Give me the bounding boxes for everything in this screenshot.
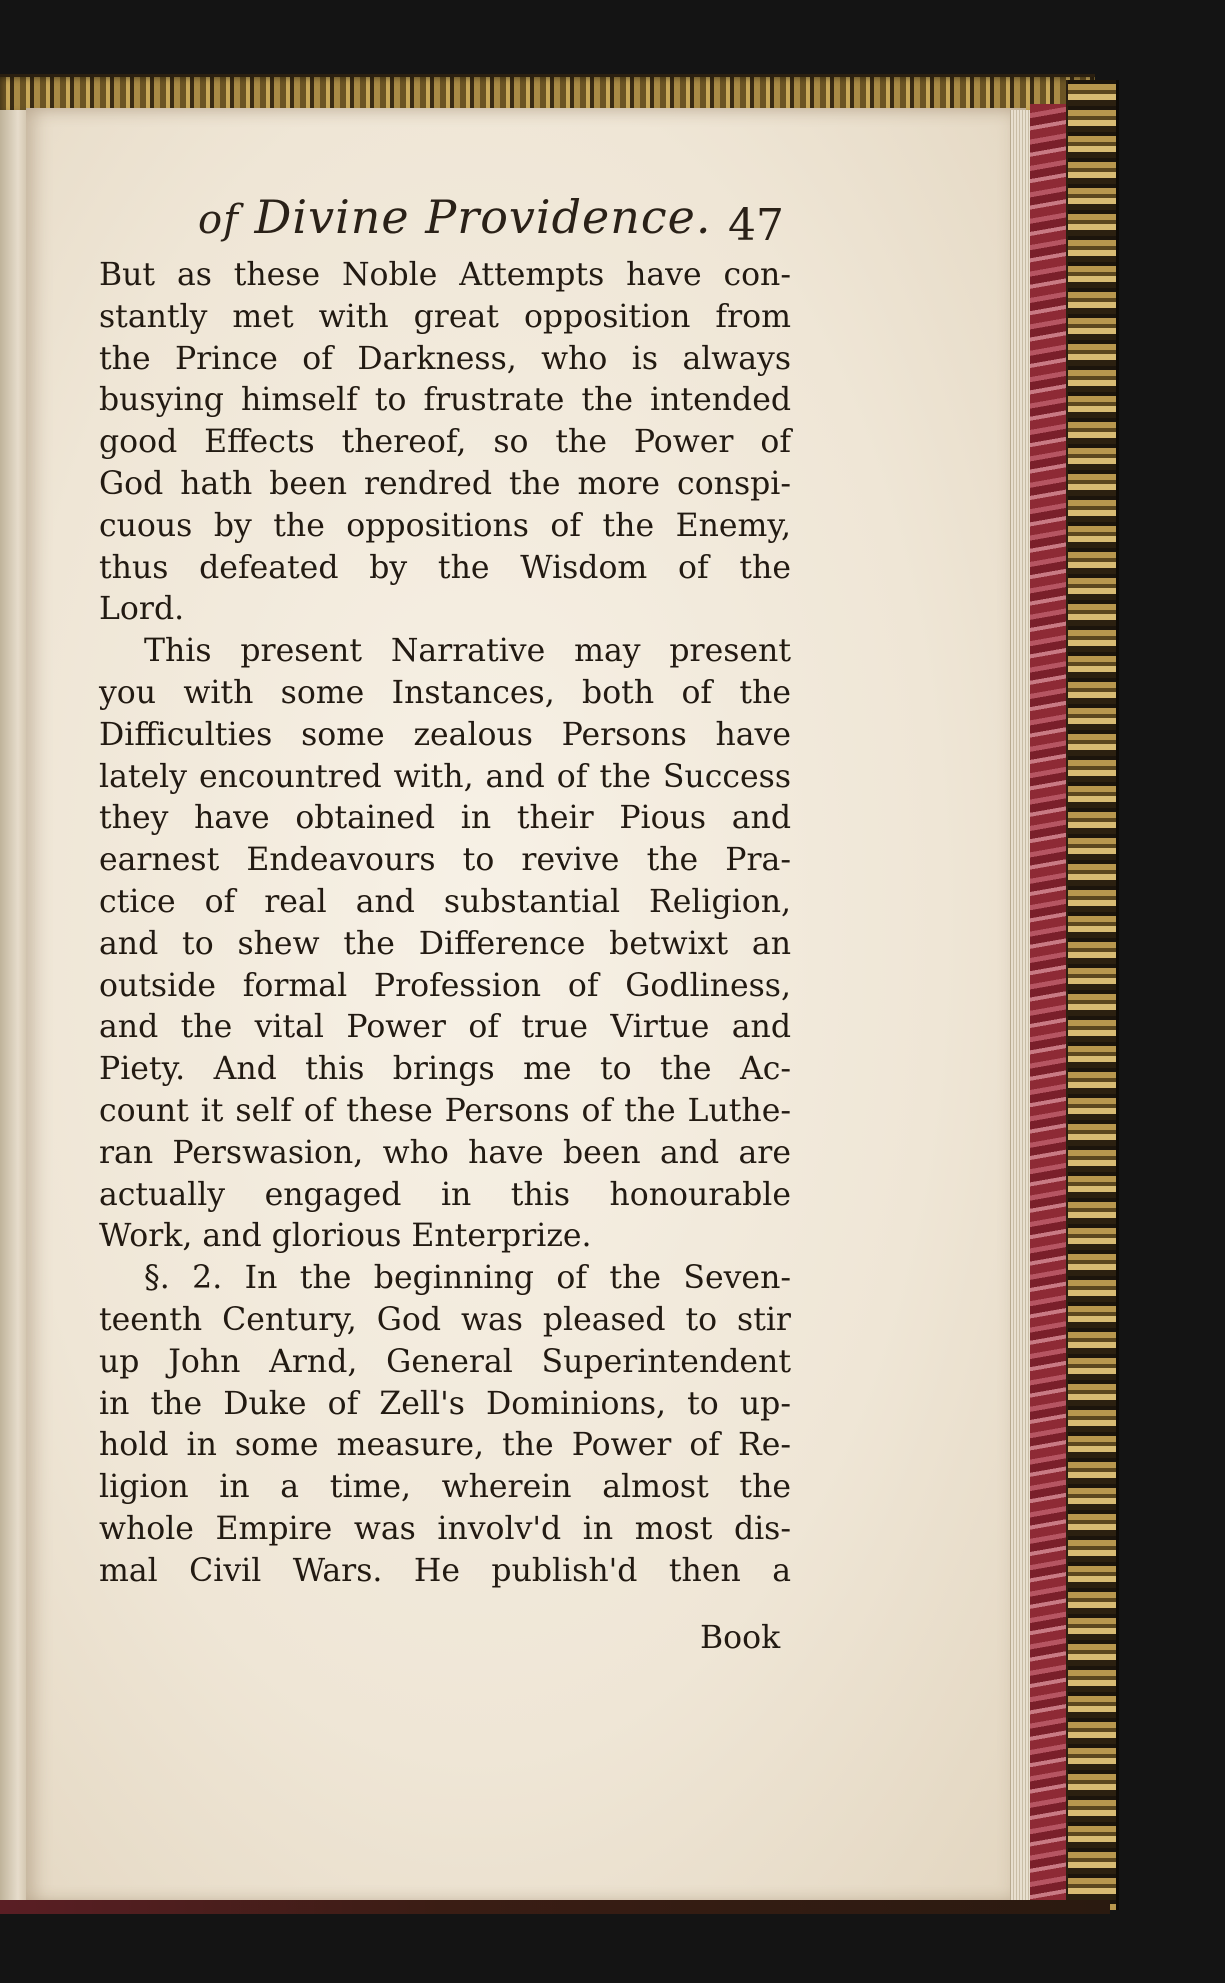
gilt-binding-side: [1066, 80, 1119, 1910]
text-line: ran Perswasion, who have been and are: [99, 1134, 791, 1171]
text-line: ligion in a time, wherein almost the: [99, 1469, 791, 1506]
text-line: actually engaged in this honourable: [99, 1176, 791, 1213]
text-line: stantly met with great opposition from: [99, 298, 791, 335]
text-line: up John Arnd, General Superintendent: [99, 1343, 791, 1380]
text-line: God hath been rendred the more conspi-: [99, 465, 791, 502]
binding-bottom-edge: [0, 1900, 1110, 1914]
running-head-prefix: of: [198, 197, 239, 243]
text-line: hold in some measure, the Power of Re-: [99, 1427, 791, 1464]
text-line: §. 2. In the beginning of the Seven-: [144, 1260, 791, 1297]
text-line: count it self of these Persons of the Luthe-: [99, 1092, 791, 1129]
catchword: Book: [700, 1620, 781, 1656]
text-line: good Effects thereof, so the Power of: [99, 424, 791, 461]
body-text: [99, 255, 791, 1593]
text-line: earnest Endeavours to revive the Pra-: [99, 842, 791, 879]
text-line: lately encountred with, and of the Success: [99, 758, 791, 795]
running-head: [198, 190, 798, 244]
text-line: But as these Noble Attempts have con-: [99, 257, 791, 293]
text-line: Piety. And this brings me to the Ac-: [99, 1051, 791, 1088]
text-line: thus defeated by the Wisdom of the: [99, 549, 791, 586]
running-head-title: Divine Providence.: [254, 190, 712, 244]
text-line: busying himself to frustrate the intended: [99, 382, 791, 419]
text-line: mal Civil Wars. He publish'd then a: [99, 1552, 791, 1589]
text-line: teenth Century, God was pleased to stir: [99, 1301, 791, 1338]
text-line: they have obtained in their Pious and: [99, 800, 791, 837]
text-line: Work, and glorious Enterprize.: [99, 1218, 592, 1255]
text-line: and the vital Power of true Virtue and: [99, 1009, 791, 1046]
text-line: outside formal Profession of Godliness,: [99, 967, 791, 1004]
text-line: in the Duke of Zell's Dominions, to up-: [99, 1385, 791, 1422]
page-number: 47: [728, 200, 784, 251]
text-line: Difficulties some zealous Persons have: [99, 716, 791, 753]
text-line: and to shew the Difference betwixt an: [99, 925, 791, 962]
text-line: Lord.: [99, 591, 185, 628]
text-line: This present Narrative may present: [144, 633, 791, 670]
text-line: ctice of real and substantial Religion,: [99, 883, 791, 920]
text-line: you with some Instances, both of the: [99, 674, 791, 711]
text-line: cuous by the oppositions of the Enemy,: [99, 507, 791, 544]
text-line: whole Empire was involv'd in most dis-: [99, 1510, 791, 1547]
text-line: the Prince of Darkness, who is always: [99, 340, 791, 377]
